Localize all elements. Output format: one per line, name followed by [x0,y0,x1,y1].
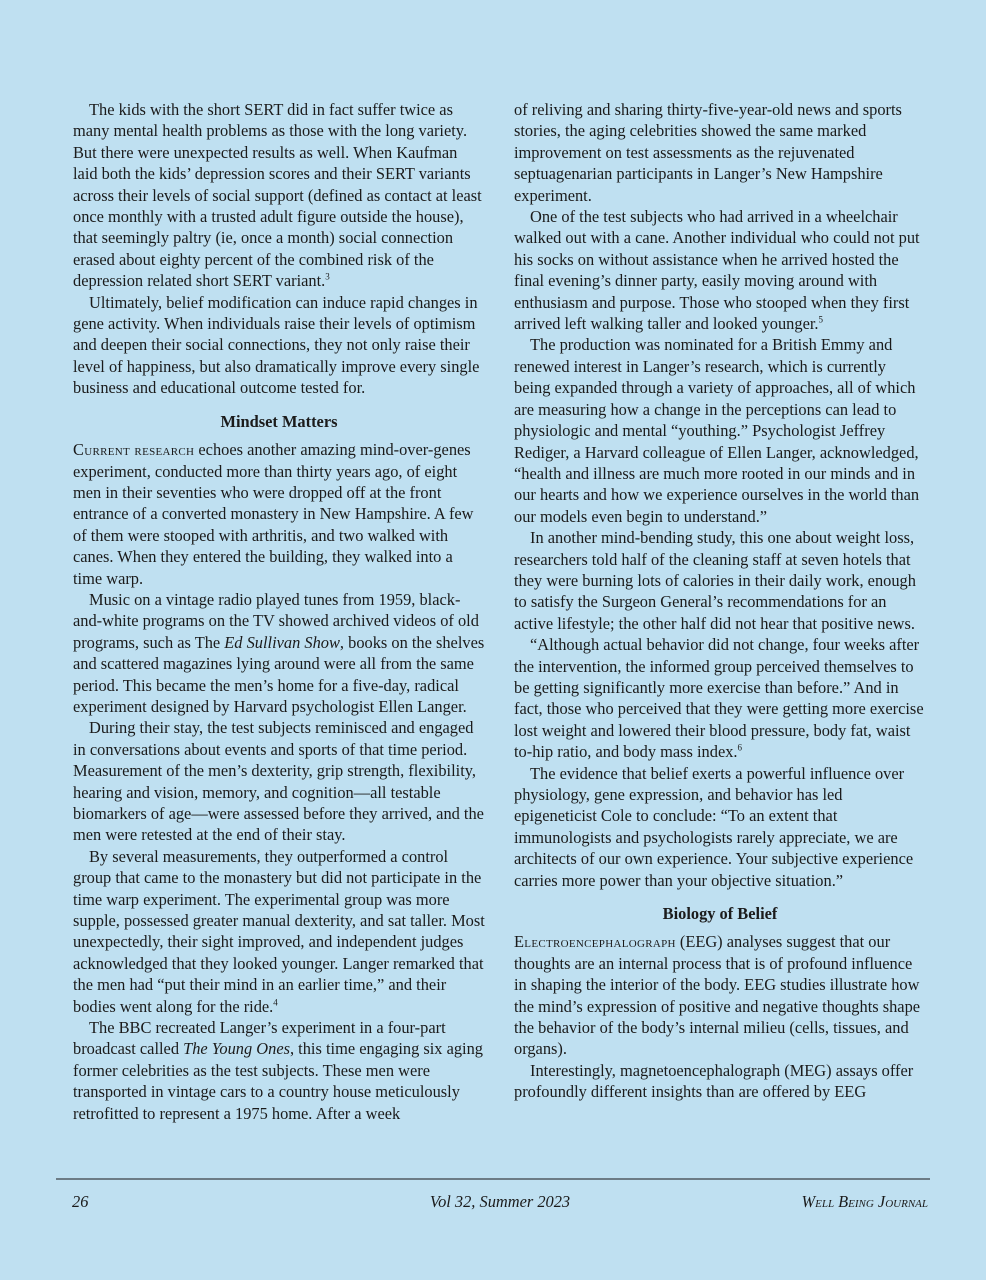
footer-divider [56,1178,930,1180]
lead-in-text: Electroencephalograph [514,932,676,952]
paragraph-text: , this time engaging six aging former celebrities as the test subjects. These men were transported in vintage cars to a country house meticulously retrofitted to represent a 1975 home. After a week [73,1039,484,1123]
section-heading-mindset-matters: Mindset Matters [220,411,338,431]
show-title: The Young Ones [183,1039,290,1059]
journal-name: Well Being Journal [801,1192,928,1211]
paragraph [73,717,485,845]
paragraph-text: Music on a vintage radio played tunes from 1959, black-and-white programs on the TV showed archived videos of old programs, such as The [73,589,479,652]
paragraph-text: The BBC recreated Langer’s experiment in a four-part broadcast called [73,1018,446,1059]
footnote-ref: 6 [737,742,743,753]
paragraph [73,99,485,292]
paragraph [514,206,926,334]
paragraph-text: In another mind-bending study, this one about weight loss, researchers told half of the cleaning staff at seven hotels that they were burning lots of calories in their daily work, enough to satisfy the Surgeon General’s recommendations for an active lifestyle; the other half did not hear that positive news. [514,528,916,633]
right-column [514,99,926,1103]
paragraph-text: The evidence that belief exerts a powerful influence over physiology, gene expression, and behavior has led epigeneticist Cole to conclude: “To an extent that immunologists and psychologists rarely appreciate, we are architects of our own experience. Your subjective experience carries more power than your objective situation.” [514,763,914,890]
page-footer [72,1192,928,1214]
show-title: Ed Sullivan Show [224,632,340,652]
paragraph-text: Ultimately, belief modification can induce rapid changes in gene activity. When individuals raise their levels of optimism and deepen their social connections, they not only raise their level of happiness, but also dramatically improve every single business and educational outcome tested for. [73,292,480,398]
paragraph [514,931,926,1059]
paragraph [514,527,926,634]
issue-info: Vol 32, Summer 2023 [429,1192,571,1211]
paragraph [73,846,485,1017]
paragraph-text: , books on the shelves and scattered magazines lying around were all from the same period. This became the men’s home for a five-day, radical experiment designed by Harvard psychologist Ellen Langer. [73,632,485,716]
paragraph-text: echoes another amazing mind-over-genes experiment, conducted more than thirty years ago, of eight men in their seventies who were dropped off at the front entrance of a converted monastery in New Hampshire. A few of them were stooped with arthritis, and two walked with canes. When they entered the building, they walked into a time warp. [73,440,474,588]
footnote-ref: 5 [818,314,823,325]
paragraph [514,1060,926,1103]
paragraph-text: By several measurements, they outperformed a control group that came to the monastery but did not participate in the time warp experiment. The experimental group was more supple, possessed greater manual dexterity, and sat taller. Most unexpectedly, their sight improved, and independent judges acknowledged that they looked younger. Langer remarked that the men had “put their mind in an earlier time,” and their bodies went along for the ride. [73,846,485,1016]
paragraph [73,292,485,399]
paragraph-text: The production was nominated for a British Emmy and renewed interest in Langer’s research, which is currently being expanded through a variety of approaches, all of which are measuring how a change in the perceptions can lead to physiologic and mental “youthing.” Psychologist Jeffrey Rediger, a Harvard colleague of Ellen Langer, acknowledged, “health and illness are much more rooted in our minds and in our hearts and how we experience ourselves in the world than our models even begin to understand.” [514,335,920,526]
paragraph-text: of reliving and sharing thirty-five-year-old news and sports stories, the aging celebrities showed the same marked improvement on test assessments as the rejuvenated septuagenarian participants in Langer’s New Hampshire experiment. [514,100,902,205]
paragraph [514,634,926,762]
paragraph-text: (EEG) analyses suggest that our thoughts are an internal process that is of profound influence in shaping the interior of the body. EEG studies illustrate how the mind’s expression of positive and negative thoughts shape the behavior of the body’s internal milieu (cells, tissues, and organs). [514,932,921,1059]
paragraph [73,589,485,717]
paragraph-text: One of the test subjects who had arrived in a wheelchair walked out with a cane. Another individual who could not put his socks on without assistance when he arrived hosted the final evening’s dinner party, easily moving around with enthusiasm and purpose. Those who stooped when they first arrived left walking taller and looked younger. [514,207,920,334]
footnote-ref: 4 [273,997,278,1008]
paragraph [73,1017,485,1124]
paragraph [514,763,926,891]
paragraph-text: “Although actual behavior did not change, four weeks after the intervention, the informed group perceived themselves to be getting significantly more exercise than before.” And in fact, those who perceived that they were getting more exercise lost weight and lowered their blood pressure, body fat, waist to-hip ratio, and body mass index. [514,635,924,762]
paragraph [514,99,926,206]
paragraph-text: Interestingly, magnetoencephalograph (MEG) assays offer profoundly different insights than are offered by EEG [514,1060,914,1102]
section-heading-biology-of-belief: Biology of Belief [662,904,778,924]
paragraph [73,439,485,589]
page-number: 26 [72,1192,89,1211]
footnote-ref: 3 [325,271,330,282]
paragraph-text: The kids with the short SERT did in fact suffer twice as many mental health problems as those with the long variety. But there were unexpected results as well. When Kaufman laid both the kids’ depression scores and their SERT variants across their levels of social support (defined as contact at least once monthly with a trusted adult figure outside the house), that seemingly paltry (ie, once a month) social connection erased about eighty percent of the combined risk of the depression related short SERT variant. [73,100,482,291]
left-column [73,99,485,1124]
paragraph-text: During their stay, the test subjects reminisced and engaged in conversations about events and sports of that time period. Measurement of the men’s dexterity, grip strength, flexibility, hearing and vision, memory, and cognition—all testable biomarkers of age—were assessed before they arrived, and the men were retested at the end of their stay. [73,718,484,845]
lead-in-text: Current research [73,440,195,460]
paragraph [514,334,926,527]
